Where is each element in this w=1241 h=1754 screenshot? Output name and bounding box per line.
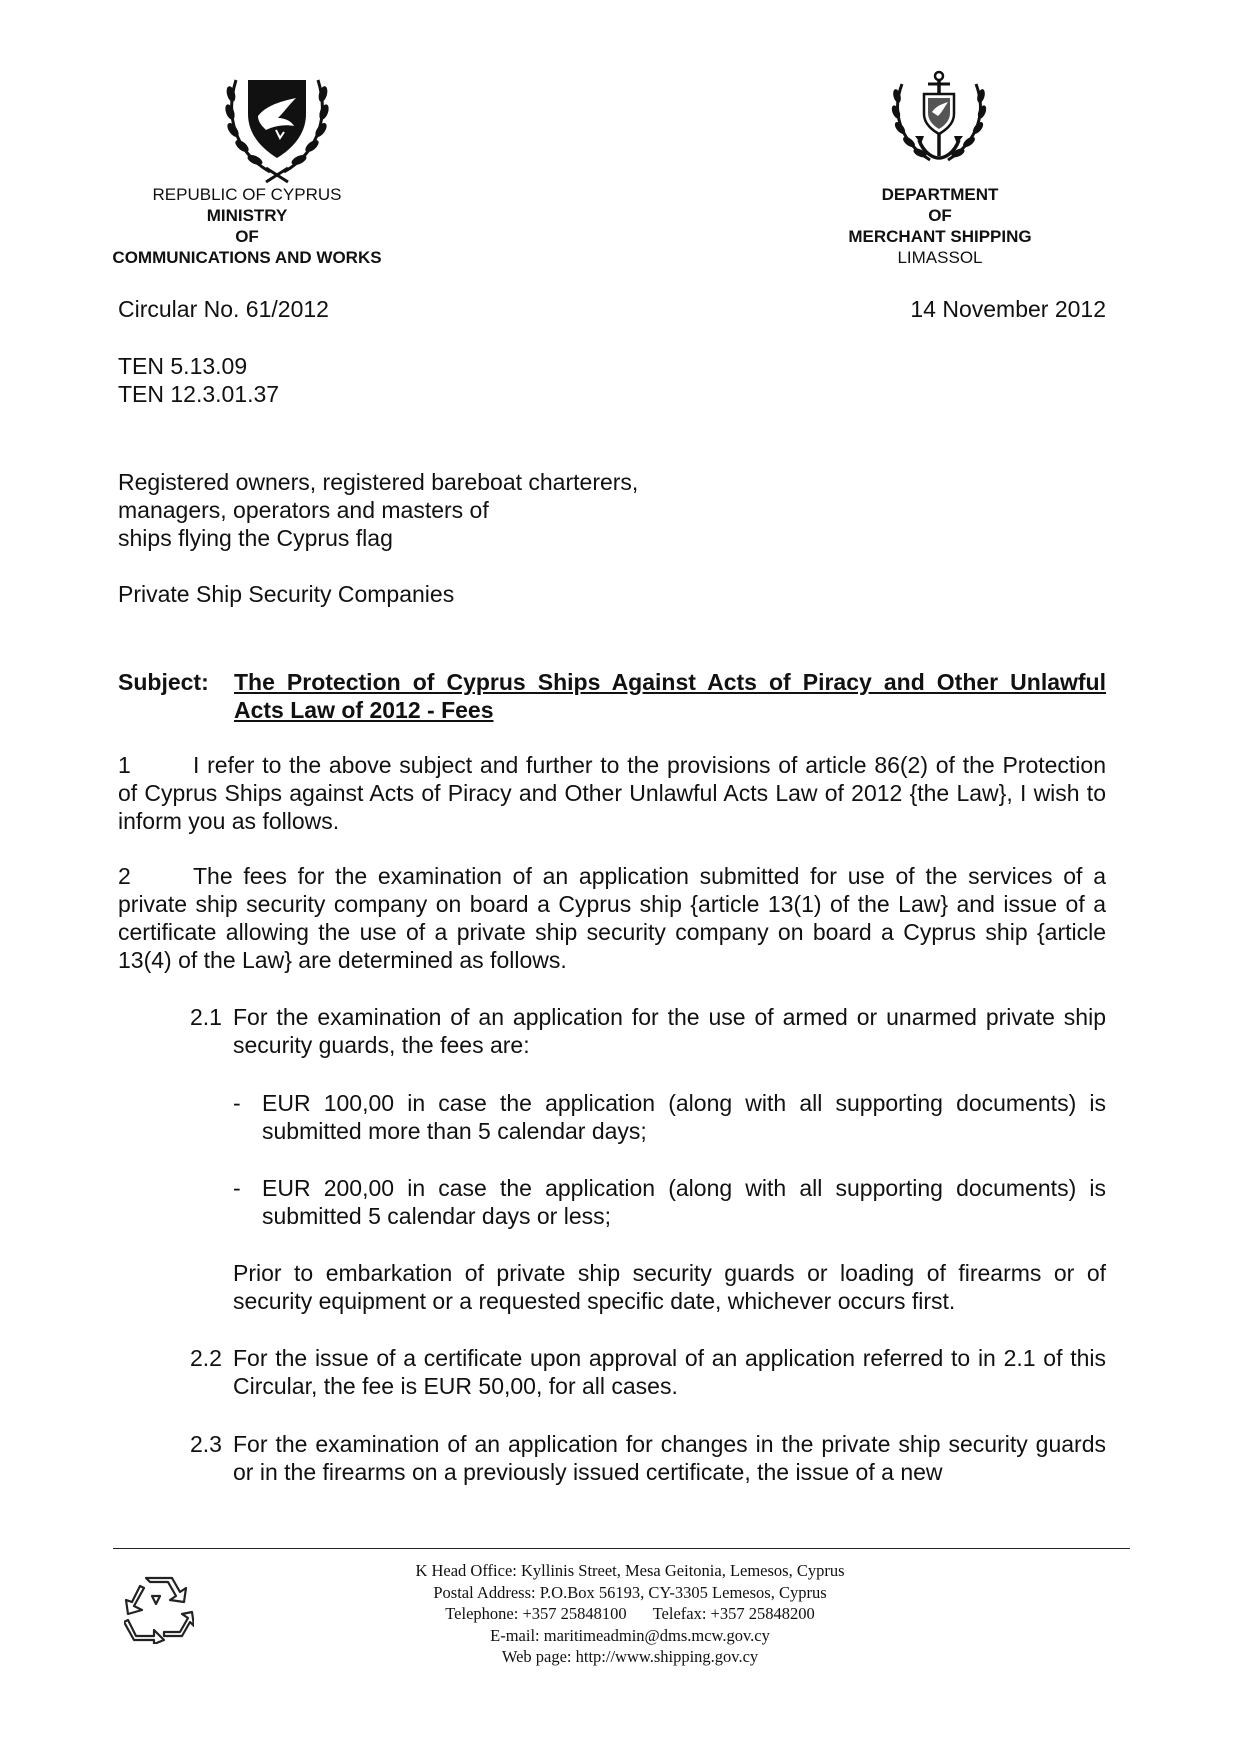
department-city: LIMASSOL xyxy=(897,248,983,267)
footer-divider xyxy=(113,1548,1130,1549)
paragraph-number: 2 xyxy=(118,863,131,889)
footer-telefax: Telefax: +357 25848200 xyxy=(652,1604,815,1623)
cyprus-coat-of-arms-icon xyxy=(222,72,332,184)
addressee-list xyxy=(118,468,638,552)
subparagraph-number: 2.2 xyxy=(190,1345,222,1371)
fee-bullet: EUR 200,00 in case the application (along with all supporting documents) is submitted 5 calendar days or less; xyxy=(262,1175,1106,1229)
footer-postal: Postal Address: P.O.Box 56193, CY-3305 Lemesos, Cyprus xyxy=(433,1582,827,1602)
footer-head-office: K Head Office: Kyllinis Street, Mesa Geitonia, Lemesos, Cyprus xyxy=(415,1561,845,1580)
ministry-of-label: OF xyxy=(235,227,259,246)
merchant-shipping-emblem-icon xyxy=(886,70,992,170)
republic-label: REPUBLIC OF CYPRUS xyxy=(152,185,342,204)
ministry-label: MINISTRY xyxy=(206,206,288,225)
circular-number: Circular No. 61/2012 xyxy=(118,296,329,322)
circular-date: 14 November 2012 xyxy=(910,296,1106,322)
footer-email[interactable]: E-mail: maritimeadmin@dms.mcw.gov.cy xyxy=(490,1625,770,1645)
footer-telephone: Telephone: +357 25848100 xyxy=(445,1604,627,1623)
department-block xyxy=(835,184,1045,268)
subparagraph-2-3: For the examination of an application for changes in the private ship security guards or in the firearms on a previously issued certificate, the issue of a new xyxy=(233,1431,1106,1485)
ministry-name: COMMUNICATIONS AND WORKS xyxy=(112,248,382,267)
footer-web[interactable]: Web page: http://www.shipping.gov.cy xyxy=(501,1647,759,1666)
addressee-line: managers, operators and masters of xyxy=(118,497,489,523)
department-label: DEPARTMENT xyxy=(881,185,999,204)
paragraph-text: I refer to the above subject and further to the provisions of article 86(2) of the Protection of Cyprus Ships against Acts of Piracy and Other Unlawful Acts Law of 2012 {the Law}, I wish to inform you as follows. xyxy=(118,752,1106,834)
department-of-label: OF xyxy=(928,206,952,225)
subject-title xyxy=(234,668,1106,724)
subject-title-line: The Protection of Cyprus Ships Against Acts of Piracy and Other Unlawful xyxy=(234,669,1106,695)
subject-label: Subject: xyxy=(118,669,209,695)
paragraph-1 xyxy=(118,751,1106,835)
reference-item: TEN 5.13.09 xyxy=(118,353,248,379)
paragraph-number: 1 xyxy=(118,752,131,778)
paragraph-text: The fees for the examination of an application submitted for use of the services of a private ship security company on board a Cyprus ship {article 13(1) of the Law} and issue of a certificate allowing the use of a private ship security company on board a Cyprus ship {article 13(4) of the Law} are determined as follows. xyxy=(118,863,1106,973)
prior-note: Prior to embarkation of private ship security guards or loading of firearms or of security equipment or a requested specific date, whichever occurs first. xyxy=(233,1260,1106,1314)
paragraph-2 xyxy=(118,862,1106,974)
subject-title-line: Acts Law of 2012 - Fees xyxy=(234,697,494,723)
bullet-dash: - xyxy=(233,1175,241,1201)
subparagraph-number: 2.1 xyxy=(190,1004,222,1030)
bullet-dash: - xyxy=(233,1090,241,1116)
footer-contact xyxy=(300,1560,960,1668)
addressee-psc: Private Ship Security Companies xyxy=(118,581,455,607)
subparagraph-number: 2.3 xyxy=(190,1431,222,1457)
fee-bullet: EUR 100,00 in case the application (along with all supporting documents) is submitted more than 5 calendar days; xyxy=(262,1090,1106,1144)
subparagraph-2-2: For the issue of a certificate upon approval of an application referred to in 2.1 of this Circular, the fee is EUR 50,00, for all cases. xyxy=(233,1345,1106,1399)
department-name: MERCHANT SHIPPING xyxy=(848,227,1032,246)
recycle-icon xyxy=(124,1576,194,1644)
footer-phone-fax xyxy=(300,1603,960,1625)
ministry-block xyxy=(112,184,382,268)
subparagraph-2-1: For the examination of an application for the use of armed or unarmed private ship security guards, the fees are: xyxy=(233,1004,1106,1058)
addressee-line: Registered owners, registered bareboat charterers, xyxy=(118,469,639,495)
reference-item: TEN 12.3.01.37 xyxy=(118,381,280,407)
reference-list xyxy=(118,352,279,408)
addressee-line: ships flying the Cyprus flag xyxy=(118,525,393,551)
